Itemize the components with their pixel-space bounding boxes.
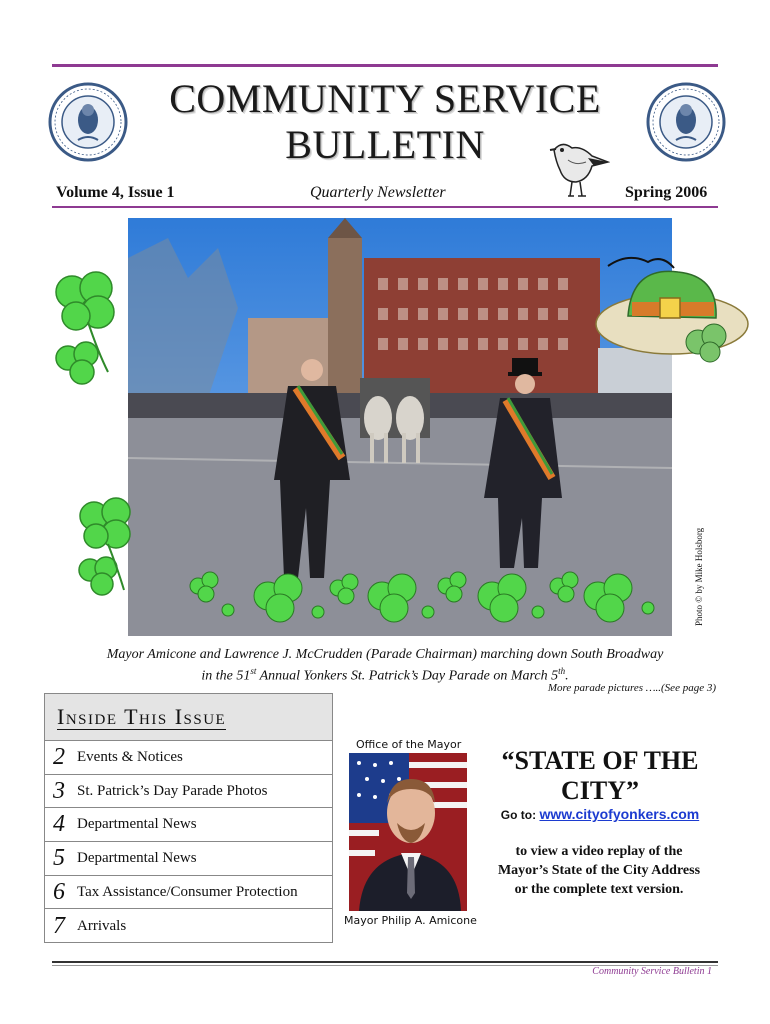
- top-rule: [52, 64, 718, 67]
- toc-page-number: 2: [53, 743, 65, 770]
- caption-sup2: th: [558, 666, 566, 676]
- more-pictures-note: More parade pictures …..(See page 3): [547, 682, 716, 694]
- mayor-portrait: [349, 753, 467, 911]
- shamrock-icon: [68, 490, 152, 600]
- masthead-title-line2: BULLETIN: [285, 122, 485, 167]
- caption-line2a: in the 51: [201, 668, 251, 684]
- photo-credit: Photo © by Mike Holsborg: [694, 527, 704, 626]
- toc-title: Inside This Issue: [57, 704, 227, 729]
- issue-season: Spring 2006: [625, 184, 708, 201]
- caption-line1: Mayor Amicone and Lawrence J. McCrudden (Parade Chairman) marching down South Broadway: [106, 647, 664, 662]
- caption-line2c: .: [565, 668, 569, 684]
- toc-row: [45, 775, 332, 809]
- newsletter-subtitle: Quarterly Newsletter: [310, 184, 446, 201]
- masthead-title-line1: COMMUNITY SERVICE: [169, 76, 601, 121]
- caption-line2b: Annual Yonkers St. Patrick’s Day Parade on March 5: [256, 668, 559, 684]
- toc-entry: Departmental News: [77, 816, 197, 833]
- mid-rule: [52, 206, 718, 208]
- toc-page-number: 7: [53, 912, 65, 939]
- photo-caption: [60, 646, 710, 685]
- bottom-rule: [52, 961, 718, 963]
- state-of-city-title: “STATE OF THE CITY”: [501, 746, 699, 805]
- city-seal-right-icon: [646, 82, 726, 162]
- caption-sup1: st: [250, 666, 257, 676]
- toc-header: [45, 694, 332, 741]
- toc-page-number: 3: [53, 777, 65, 804]
- state-of-city-body: to view a video replay of the Mayor’s State of the City Address or the complete text version.: [497, 844, 701, 897]
- toc-entry: Tax Assistance/Consumer Protection: [77, 883, 298, 900]
- goto-label: Go to:: [500, 808, 540, 822]
- bird-icon: [548, 136, 610, 202]
- toc-entry: St. Patrick’s Day Parade Photos: [77, 782, 268, 799]
- mayor-name-caption: Mayor Philip A. Amicone: [344, 914, 477, 927]
- city-seal-left-icon: [48, 82, 128, 162]
- volume-issue: Volume 4, Issue 1: [56, 184, 175, 201]
- toc-page-number: 6: [53, 878, 65, 905]
- city-website-link[interactable]: www.cityofyonkers.com: [539, 806, 700, 822]
- office-of-mayor-label: Office of the Mayor: [356, 738, 462, 751]
- toc-entry: Departmental News: [77, 849, 197, 866]
- toc-row: [45, 842, 332, 876]
- toc-row: [45, 741, 332, 775]
- toc-page-number: 5: [53, 844, 65, 871]
- goto-line: [480, 806, 720, 822]
- toc-row: [45, 808, 332, 842]
- toc-row: [45, 909, 332, 943]
- inside-this-issue-box: [44, 693, 333, 943]
- page-footer: Community Service Bulletin 1: [592, 966, 712, 977]
- toc-row: [45, 876, 332, 910]
- toc-entry: Arrivals: [77, 917, 127, 934]
- toc-page-number: 4: [53, 811, 65, 838]
- shamrock-icon: [38, 262, 138, 392]
- leprechaun-hat-icon: [588, 246, 752, 366]
- toc-entry: Events & Notices: [77, 748, 183, 765]
